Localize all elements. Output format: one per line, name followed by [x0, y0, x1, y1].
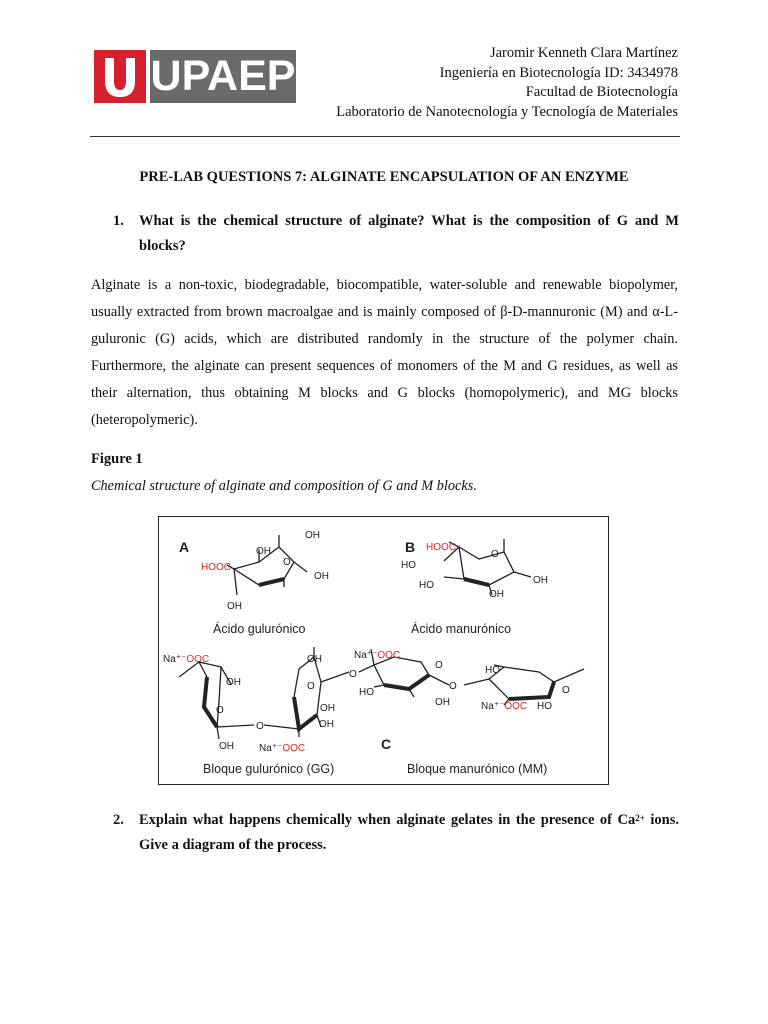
- svg-text:Na⁺⁻OOC: Na⁺⁻OOC: [259, 743, 306, 754]
- svg-text:O: O: [307, 681, 315, 692]
- svg-text:OH: OH: [227, 601, 242, 612]
- answer-paragraph: Alginate is a non-toxic, biodegradable, biocompatible, water-soluble and renewable biopolymer, usually extracted from brown macroalgae and is mainly composed of β-D-mannuronic (M) and α-L-guluronic (G) acids, which are distributed randomly in the structure of the polymer chain. Furthermore, the alginate can present sequences of monomers of the M and G residues, as well as their alternation, thus obtaining M blocks and G blocks (homopolymeric), and MG blocks (heteropolymeric).: [91, 277, 678, 428]
- svg-text:O: O: [349, 669, 357, 680]
- svg-text:OH: OH: [489, 589, 504, 600]
- svg-text:O: O: [562, 685, 570, 696]
- question-text: Explain what happens chemically when alginate gelates in the presence of $Ca^{2+}$ ions. Give a diagram of the process.: [139, 812, 679, 853]
- svg-text:O: O: [256, 721, 264, 732]
- svg-text:O: O: [283, 557, 291, 568]
- question-number: 2.: [113, 812, 124, 828]
- guluronic-block-name: Bloque gulurónico (GG): [203, 762, 335, 776]
- svg-text:OH: OH: [226, 677, 241, 688]
- svg-text:OH: OH: [533, 575, 548, 586]
- question-text: What is the chemical structure of alginate? What is the composition of G and M blocks?: [139, 213, 679, 254]
- svg-text:HOOC: HOOC: [201, 562, 231, 573]
- svg-text:HOOC: HOOC: [426, 542, 456, 553]
- svg-text:OH: OH: [314, 571, 329, 582]
- svg-text:OH: OH: [320, 703, 335, 714]
- svg-text:OH: OH: [305, 530, 320, 541]
- figure-caption: Chemical structure of alginate and composition of G and M blocks.: [91, 478, 477, 494]
- svg-text:OH: OH: [435, 697, 450, 708]
- svg-text:O: O: [491, 549, 499, 560]
- faculty: Facultad de Biotecnología: [525, 84, 678, 100]
- svg-text:O: O: [216, 705, 224, 716]
- svg-text:OH: OH: [319, 719, 334, 730]
- laboratory: Laboratorio de Nanotecnología y Tecnología de Materiales: [336, 103, 678, 120]
- upaep-logo: [94, 50, 296, 103]
- question-1: [91, 209, 679, 259]
- svg-text:OH: OH: [307, 654, 322, 665]
- author-info: [336, 44, 678, 122]
- logo-wordmark: UPAEP: [150, 50, 296, 103]
- svg-text:OH: OH: [256, 546, 271, 557]
- author-name: Jaromir Kenneth Clara Martínez: [489, 45, 678, 61]
- logo-u-mark: [94, 50, 146, 103]
- panel-b-label: B: [405, 539, 416, 555]
- guluronic-acid-name: Ácido gulurónico: [213, 622, 306, 636]
- svg-text:Na⁺⁻OOC: Na⁺⁻OOC: [163, 654, 210, 665]
- svg-text:Na⁺⁻OOC: Na⁺⁻OOC: [481, 701, 528, 712]
- alginate-structure-figure: [158, 516, 609, 785]
- svg-text:HO: HO: [537, 701, 552, 712]
- question-number: 1.: [113, 213, 124, 229]
- figure-label: Figure 1: [91, 451, 143, 467]
- svg-text:O: O: [449, 681, 457, 692]
- mannuronic-block-name: Bloque manurónico (MM): [407, 762, 548, 776]
- panel-c-label: C: [381, 736, 392, 752]
- panel-a-label: A: [179, 539, 190, 555]
- svg-text:HO: HO: [359, 687, 374, 698]
- svg-text:O: O: [435, 660, 443, 671]
- svg-text:HO: HO: [419, 580, 434, 591]
- document-title: PRE-LAB QUESTIONS 7: ALGINATE ENCAPSULATION OF AN ENZYME: [139, 169, 629, 185]
- svg-text:HO: HO: [401, 560, 416, 571]
- svg-text:HO: HO: [485, 665, 500, 676]
- mannuronic-acid-name: Ácido manurónico: [411, 622, 512, 636]
- header-divider: [90, 136, 680, 137]
- program-id: Ingeniería en Biotecnología ID: 3434978: [439, 64, 678, 81]
- question-2: [91, 808, 679, 858]
- svg-text:Na⁺⁻OOC: Na⁺⁻OOC: [354, 650, 401, 661]
- chemical-structure-diagram: [159, 517, 608, 784]
- svg-text:OH: OH: [219, 741, 234, 752]
